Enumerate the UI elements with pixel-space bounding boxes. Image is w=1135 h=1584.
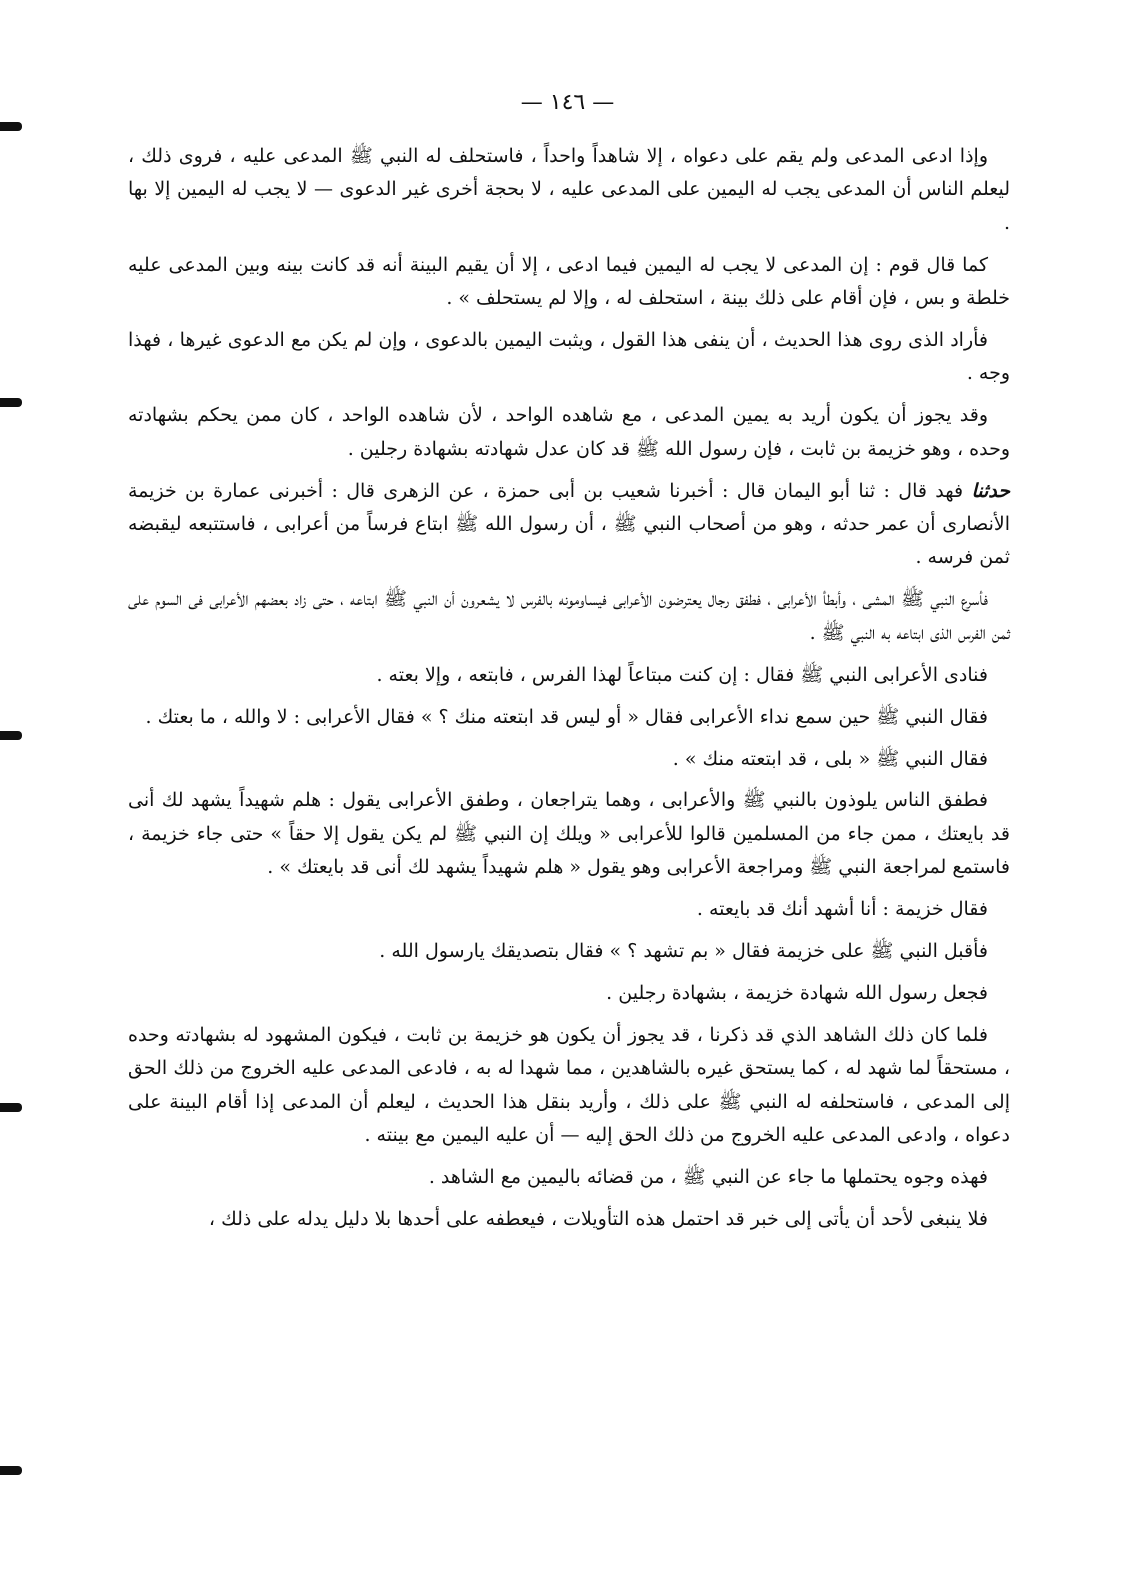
paragraph-text: فهذه وجوه يحتملها ما جاء عن النبي ﷺ ، من قضائه باليمين مع الشاهد . xyxy=(428,1165,988,1188)
paragraph xyxy=(128,784,1010,884)
body-text xyxy=(128,140,1010,1245)
paragraph-text: فجعل رسول الله شهادة خزيمة ، بشهادة رجلين . xyxy=(606,981,988,1004)
paragraph xyxy=(128,475,1010,575)
scan-edge-mark xyxy=(0,1466,22,1475)
paragraph-text: فأراد الذى روى هذا الحديث ، أن ينفى هذا القول ، ويثبت اليمين بالدعوى ، وإن لم يكن مع الدعوى غيرها ، فهذا وجه . xyxy=(128,329,1010,385)
paragraph xyxy=(128,249,1010,316)
paragraph xyxy=(128,935,1010,968)
scan-edge-mark xyxy=(0,398,22,407)
paragraph xyxy=(128,1161,1010,1194)
paragraph-text: فقال النبي ﷺ « بلى ، قد ابتعته منك » . xyxy=(672,747,988,770)
scan-edge-mark xyxy=(0,122,22,131)
paragraph-text: فلا ينبغى لأحد أن يأتى إلى خبر قد احتمل هذه التأويلات ، فيعطفه على أحدها بلا دليل يدله على ذلك ، xyxy=(208,1207,988,1230)
paragraph-lead-word: حدثنا xyxy=(971,479,1010,502)
paragraph xyxy=(128,324,1010,391)
scan-edge-mark xyxy=(0,1103,22,1112)
paragraph-text: فنادى الأعرابى النبي ﷺ فقال : إن كنت مبتاعاً لهذا الفرس ، فابتعه ، وإلا بعته . xyxy=(376,663,988,686)
paragraph xyxy=(128,659,1010,692)
paragraph-text: فقال خزيمة : أنا أشهد أنك قد بايعته . xyxy=(696,898,988,921)
paragraph xyxy=(128,893,1010,926)
scan-edge-mark xyxy=(0,731,22,740)
paragraph xyxy=(128,701,1010,734)
page-number: — ١٤٦ — xyxy=(520,90,615,115)
paragraph-text: فأقبل النبي ﷺ على خزيمة فقال « بم تشهد ؟ » فقال بتصديقك يارسول الله . xyxy=(379,940,988,963)
paragraph-text: كما قال قوم : إن المدعى لا يجب له اليمين فيما ادعى ، إلا أن يقيم البينة أنه قد كانت بينه وبين المدعى عليه خلطة و بس ، فإن أقام على ذلك بينة ، استحلف له ، وإلا لم يستحلف » . xyxy=(128,253,1010,310)
paragraph xyxy=(128,743,1010,776)
paragraph-text: وقد يجوز أن يكون أريد به يمين المدعى ، مع شاهده الواحد ، لأن شاهده الواحد ، كان ممن يحكم بشهادته وحده ، وهو خزيمة بن ثابت ، فإن رسول الله ﷺ قد كان عدل شهادته بشهادة رجلين . xyxy=(128,404,1010,460)
paragraph xyxy=(128,1019,1010,1153)
paragraph xyxy=(128,399,1010,466)
paragraph-text: فطفق الناس يلوذون بالنبي ﷺ والأعرابى ، وهما يتراجعان ، وطفق الأعرابى يقول : هلم شهيداً يشهد لك أنى قد بايعتك ، ممن جاء من المسلمين قالوا للأعرابى « ويلك إن النبي ﷺ لم يكن يقول إلا حقاً » حتى جاء خزيمة ، فاستمع لمراجعة النبي ﷺ ومراجعة الأعرابى وهو يقول « هلم شهيداً يشهد لك أنى قد بايعتك » . xyxy=(128,789,1010,879)
paragraph xyxy=(128,977,1010,1010)
paragraph xyxy=(128,583,1010,650)
paragraph xyxy=(128,1203,1010,1236)
paragraph-text: وإذا ادعى المدعى ولم يقم على دعواه ، إلا شاهداً واحداً ، فاستحلف له النبي ﷺ المدعى عليه ، فروى ذلك ، ليعلم الناس أن المدعى يجب له اليمين على المدعى عليه ، لا بحجة أخرى غير الدعوى — لا يجب له اليمين إلا بها . xyxy=(128,145,1010,234)
paragraph-text: فأسرع النبي ﷺ المشى ، وأبطأ الأعرابى ، فطفق رجال يعترضون الأعرابى فيساومونه بالفرس لا يشعرون أن النبي ﷺ ابتاعه ، حتى زاد بعضهم الأعرابى فى السوم على ثمن الفرس الذى ابتاعه به النبي ﷺ . xyxy=(128,588,1010,644)
paragraph xyxy=(128,140,1010,240)
paragraph-text: فلما كان ذلك الشاهد الذي قد ذكرنا ، قد يجوز أن يكون هو خزيمة بن ثابت ، فيكون المشهود له بشهادته وحده ، مستحقاً لما شهد له ، كما يستحق غيره بالشاهدين ، مما شهدا له به ، فادعى المدعى عليه الخروج من ذلك الحق إلى المدعى ، فاستحلفه له النبي ﷺ على ذلك ، وأريد بنقل هذا الحديث ، ليعلم أن المدعى إذا أقام البينة على دعواه ، وادعى المدعى عليه الخروج من ذلك الحق إليه — أن عليه اليمين مع بينته . xyxy=(128,1023,1010,1147)
paragraph-text: فقال النبي ﷺ حين سمع نداء الأعرابى فقال « أو ليس قد ابتعته منك ؟ » فقال الأعرابى : لا والله ، ما بعتك . xyxy=(145,705,988,728)
paragraph-text: فهد قال : ثنا أبو اليمان قال : أخبرنا شعيب بن أبى حمزة ، عن الزهرى قال : أخبرنى عمارة بن خزيمة الأنصارى أن عمر حدثه ، وهو من أصحاب النبي ﷺ ، أن رسول الله ﷺ ابتاع فرساً من أعرابى ، فاستتبعه ليقبضه ثمن فرسه . xyxy=(128,479,1010,569)
